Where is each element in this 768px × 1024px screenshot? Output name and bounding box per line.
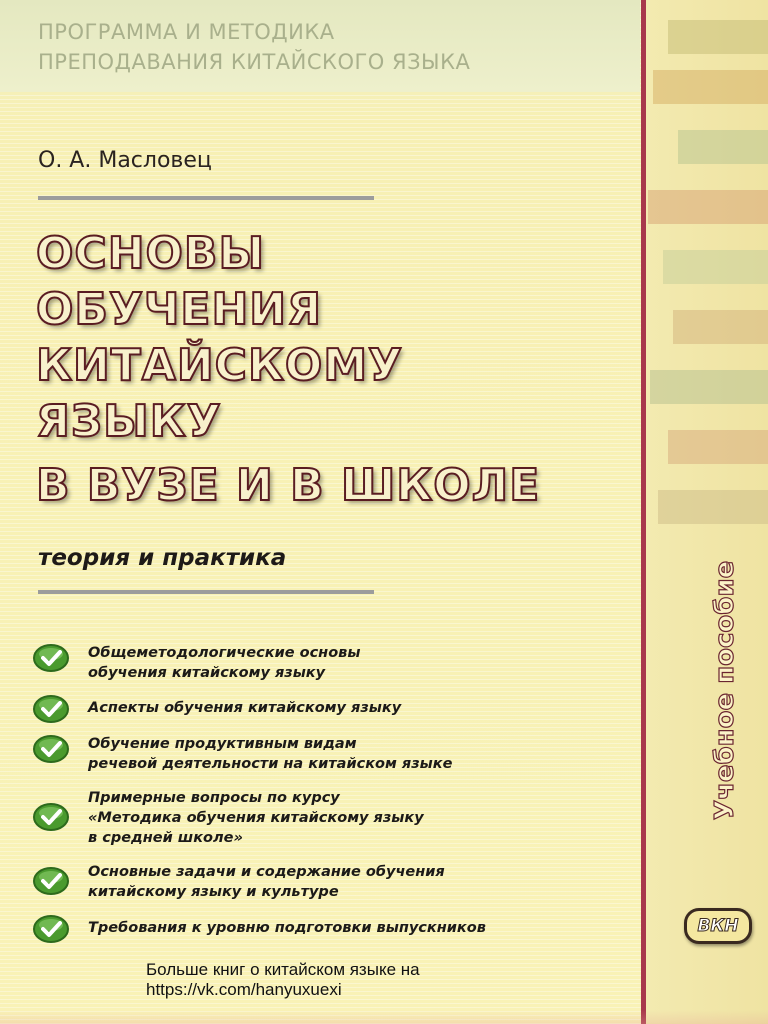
checkmark-icon — [32, 866, 70, 896]
feature-text: Требования к уровню подготовки выпускников — [88, 920, 486, 936]
book-stack-decoration — [646, 0, 768, 1024]
more-books-text: Больше книг о китайском языке на — [146, 960, 420, 979]
checkmark-icon — [32, 643, 70, 673]
book-type-label: Учебное пособие — [710, 560, 740, 820]
checkmark-icon — [32, 914, 70, 944]
divider-bottom — [38, 590, 374, 594]
feature-text: Примерные вопросы по курсу «Методика обучения китайскому языку в средней школе» — [88, 790, 424, 846]
series-title-line-2: ПРЕПОДАВАНИЯ КИТАЙСКОГО ЯЗЫКА — [38, 50, 471, 74]
divider-top — [38, 196, 374, 200]
author-name: О. А. Масловец — [38, 148, 212, 173]
title-line-4: ЯЗЫКУ — [36, 396, 222, 447]
series-title-line-1: ПРОГРАММА И МЕТОДИКА — [38, 20, 335, 44]
feature-text: Общеметодологические основы обучения китайскому языку — [88, 645, 361, 681]
title-line-2: ОБУЧЕНИЯ — [36, 284, 323, 335]
checkmark-icon — [32, 694, 70, 724]
feature-text: Аспекты обучения китайскому языку — [88, 700, 402, 716]
title-line-5: В ВУЗЕ И В ШКОЛЕ — [36, 460, 541, 511]
series-banner — [0, 0, 640, 92]
title-line-1: ОСНОВЫ — [36, 228, 266, 279]
feature-text: Обучение продуктивным видам речевой деятельности на китайском языке — [88, 736, 453, 772]
checkmark-icon — [32, 802, 70, 832]
checkmark-icon — [32, 734, 70, 764]
bottom-edge — [0, 1010, 768, 1024]
more-books-link[interactable]: https://vk.com/hanyuxuexi — [146, 980, 342, 999]
publisher-logo: ВКН — [684, 908, 752, 944]
accent-stripe — [641, 0, 646, 1024]
title-line-3: КИТАЙСКОМУ — [36, 340, 404, 391]
feature-text: Основные задачи и содержание обучения китайскому языку и культуре — [88, 864, 445, 900]
subtitle: теория и практика — [38, 545, 287, 571]
